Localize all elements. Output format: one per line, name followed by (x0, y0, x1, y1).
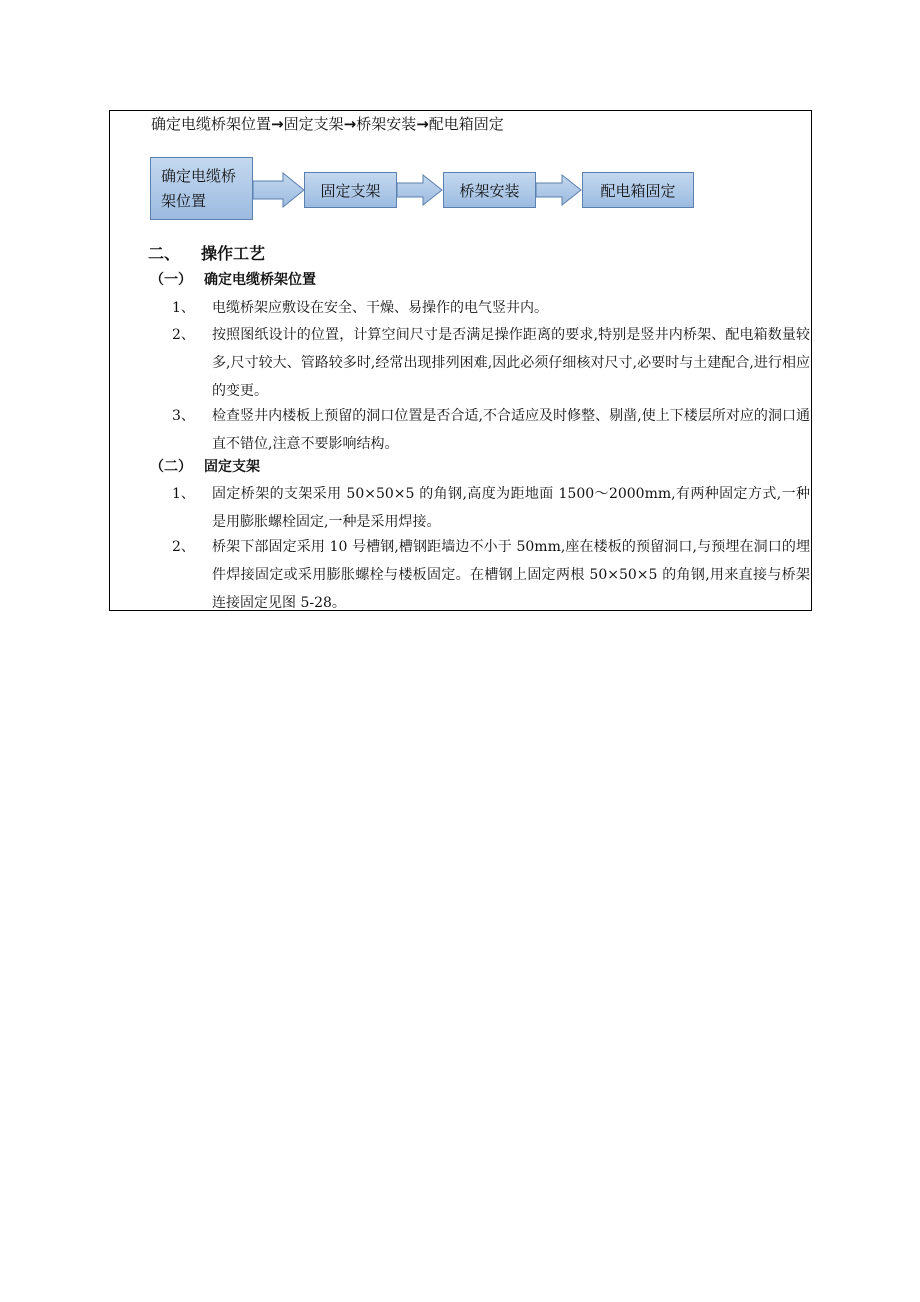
flowchart-box-3-label: 桥架安装 (459, 181, 520, 200)
flowchart-arrow-1-icon (253, 172, 305, 208)
list-item-number: 1、 (172, 486, 195, 502)
subsection-1-title: 确定电缆桥架位置 (204, 272, 316, 288)
flowchart-arrow-2-icon (397, 174, 443, 206)
flowchart-box-2 (304, 172, 397, 208)
flow-arrow-2: → (343, 115, 357, 133)
subsection-2-number: （二） (150, 459, 192, 475)
list-item-number: 2、 (172, 539, 195, 555)
flowchart-box-1 (150, 157, 253, 220)
flowchart-arrow-3-icon (536, 174, 582, 206)
flow-step-3: 桥架安装 (356, 115, 417, 133)
section-title: 操作工艺 (201, 244, 266, 263)
flowchart-box-4 (582, 172, 694, 208)
flow-step-2: 固定支架 (283, 115, 344, 133)
list-item-text: 固定桥架的支架采用 50×50×5 的角钢,高度为距地面 1500～2000mm,有两种固定方式,一种是用膨胀螺栓固定,一种是采用焊接。 (212, 486, 810, 530)
list-item-number: 1、 (172, 300, 195, 316)
flow-sequence-line (151, 114, 504, 134)
flowchart-box-2-label: 固定支架 (320, 181, 381, 200)
flowchart-box-4-label: 配电箱固定 (600, 181, 676, 200)
list-item-text: 检查竖井内楼板上预留的洞口位置是否合适,不合适应及时修整、剔凿,使上下楼层所对应的洞口通直不错位,注意不要影响结构。 (212, 408, 810, 452)
flowchart-box-1-line1: 确定电缆桥 (161, 166, 237, 185)
list-item-number: 3、 (172, 408, 195, 424)
list-item-text: 桥架下部固定采用 10 号槽钢,槽钢距墙边不小于 50mm,座在楼板的预留洞口,与预埋在洞口的埋件焊接固定或采用膨胀螺栓与楼板固定。在槽钢上固定两根 50×50×5 的角钢,用来直接与桥架连接固定见图 5-28。 (212, 539, 810, 611)
flow-arrow-1: → (271, 115, 284, 133)
list-item-number: 2、 (172, 327, 195, 343)
section-heading (148, 242, 266, 266)
flow-arrow-3: → (416, 115, 429, 133)
flowchart-box-3 (443, 172, 536, 208)
flow-step-1: 确定电缆桥架位置 (151, 115, 272, 133)
subsection-2-title: 固定支架 (204, 459, 260, 475)
list-item-text: 按照图纸设计的位置，计算空间尺寸是否满足操作距离的要求,特别是竖井内桥架、配电箱数量较多,尺寸较大、管路较多时,经常出现排列困难,因此必须仔细核对尺寸,必要时与土建配合,进行相应的变更。 (212, 327, 810, 399)
flow-step-4: 配电箱固定 (428, 115, 504, 133)
list-item-text: 电缆桥架应敷设在安全、干燥、易操作的电气竖井内。 (212, 300, 548, 316)
flowchart-box-1-line2: 架位置 (161, 191, 207, 210)
section-number: 二、 (148, 244, 181, 263)
subsection-1-number: （一） (150, 272, 192, 288)
